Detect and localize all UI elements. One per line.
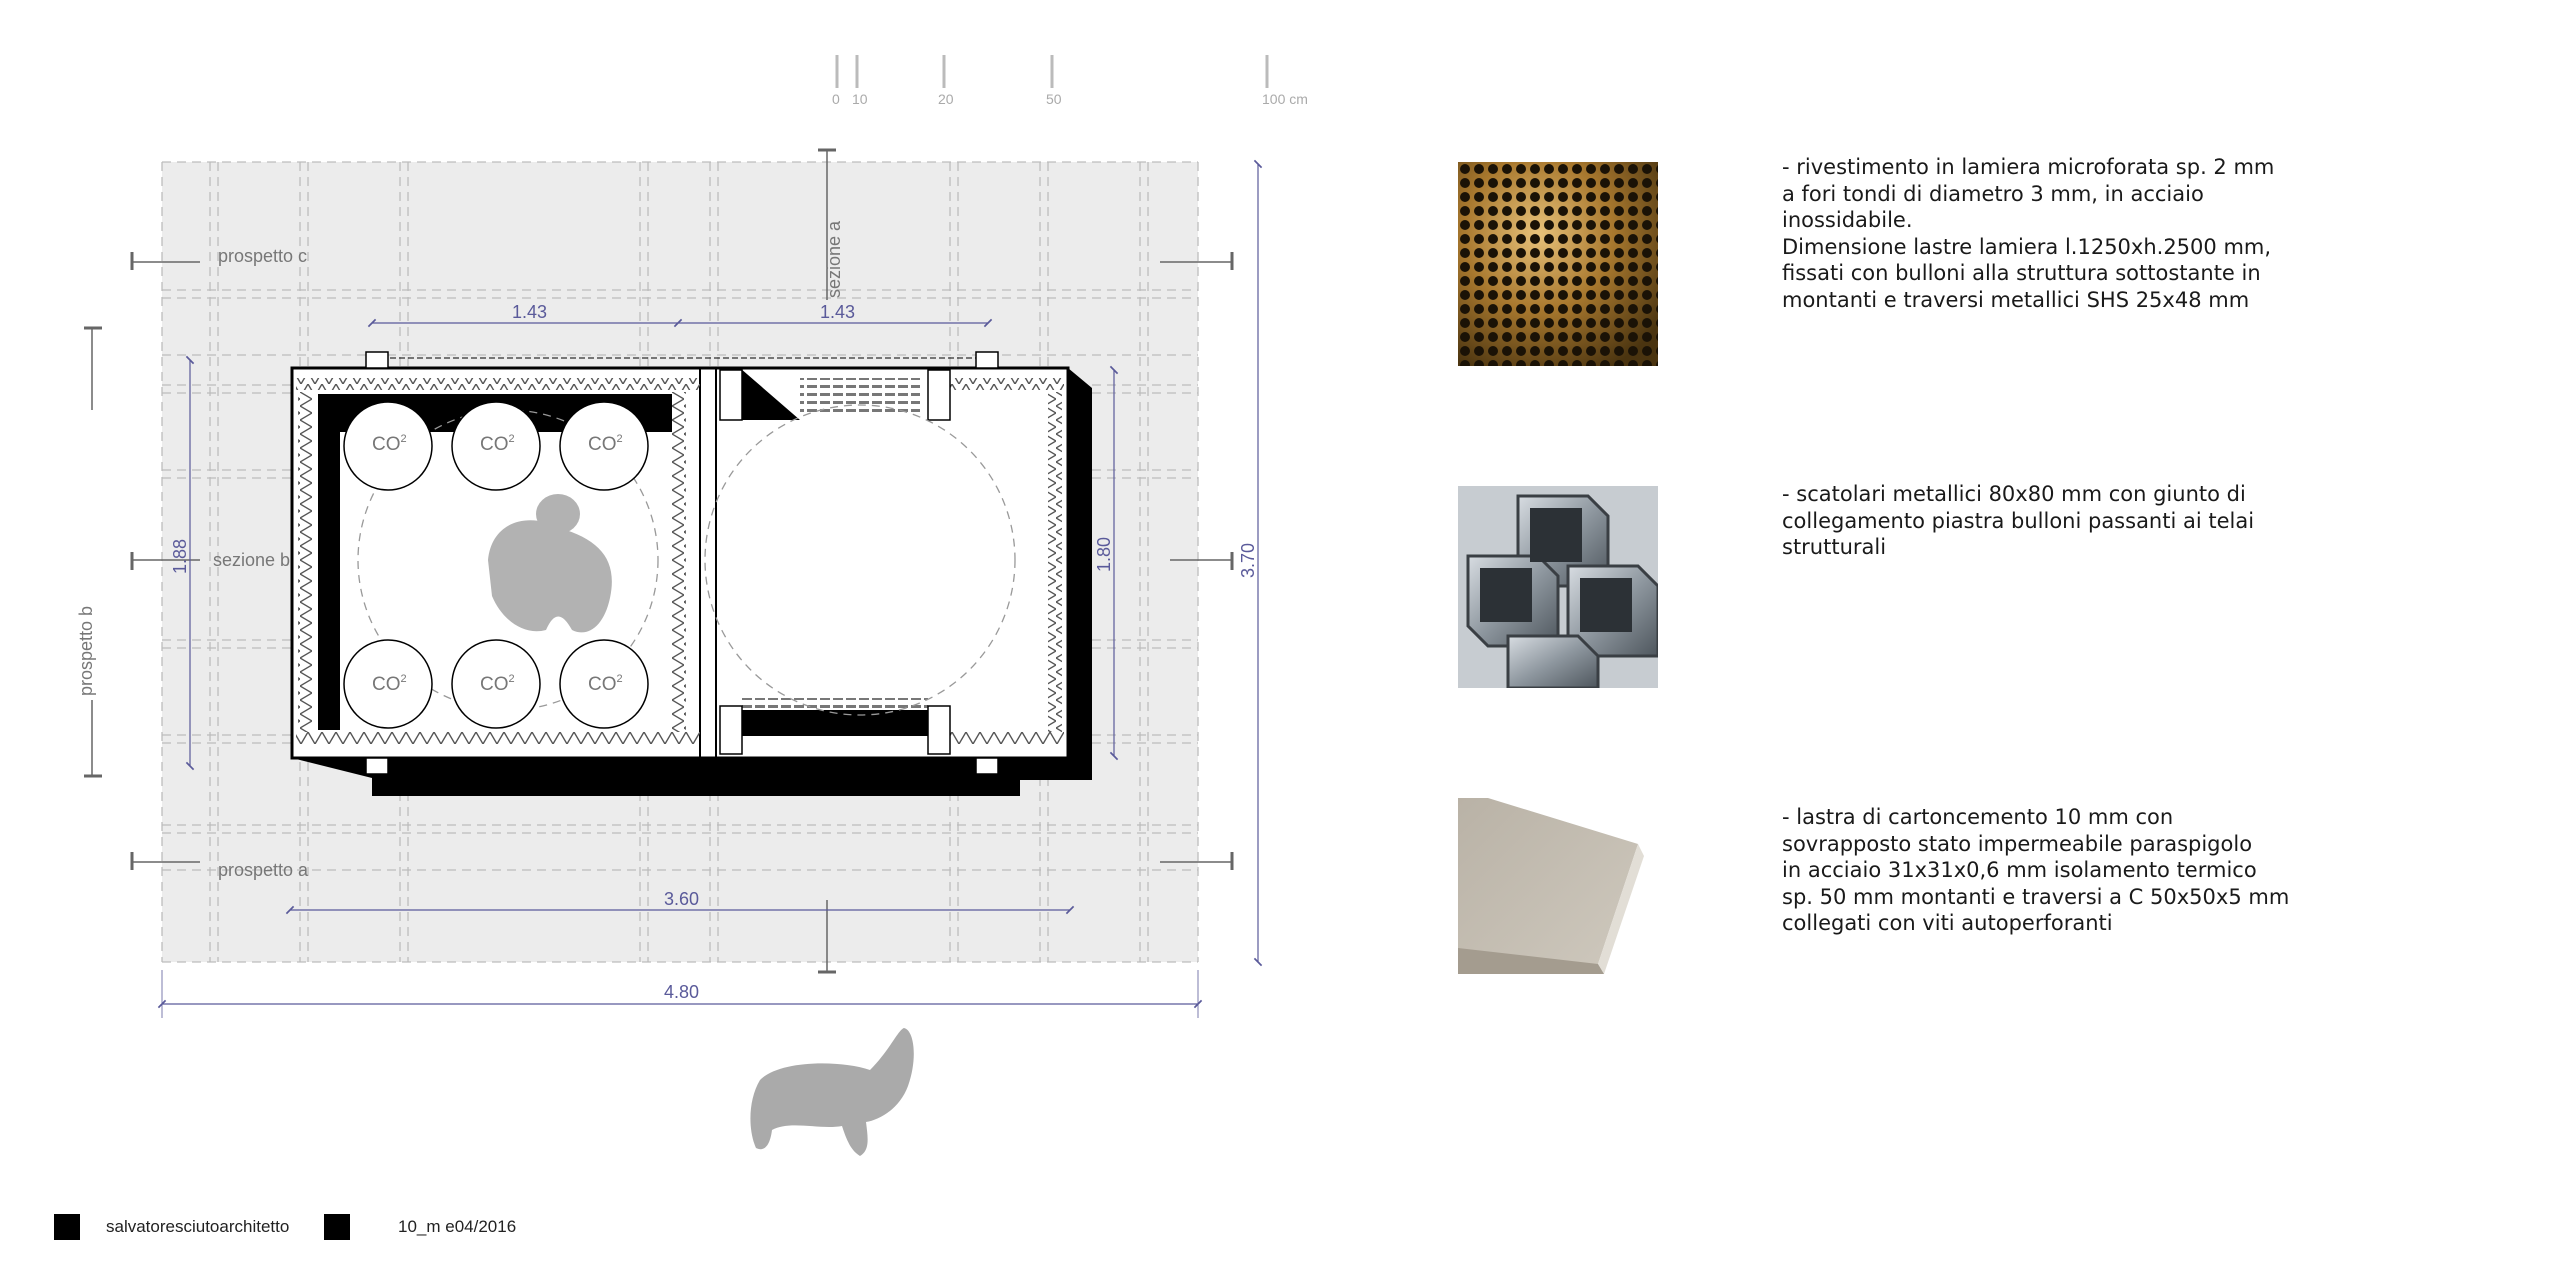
scale-tick-label: 100 cm — [1262, 91, 1308, 107]
scale-bar — [832, 55, 1308, 107]
material-description-fibre-cement: - lastra di cartoncemento 10 mm con sovrapposto stato impermeabile paraspigolo in acciaio 31x31x0,6 mm isolamento termico sp. 50 mm montanti e traversi a C 50x50x5 mm collegati con viti autoperforanti — [1782, 805, 2290, 935]
steel-box-sections-image — [1458, 486, 1658, 688]
co2-label: $CO^2$ — [588, 433, 623, 455]
co2-label: $CO^2$ — [372, 673, 407, 695]
dimension-label: 3.60 — [664, 889, 700, 909]
co2-label: $CO^2$ — [480, 433, 515, 455]
scale-tick-label: 0 — [832, 91, 840, 107]
footer-author: salvatoresciutoarchitetto — [106, 1217, 290, 1236]
co2-label: $CO^2$ — [588, 673, 623, 695]
scale-tick-label: 10 — [852, 91, 868, 107]
dimension-label: 1.43 — [512, 302, 548, 322]
elevation-label-c: prospetto c — [218, 246, 308, 266]
dimension-label: 1.80 — [1094, 536, 1114, 572]
human-figure-lying — [750, 1028, 913, 1156]
co2-label: $CO^2$ — [480, 673, 515, 695]
material-description-perforated-sheet: - rivestimento in lamiera microforata sp. 2 mm a fori tondi di diametro 3 mm, in acciaio inossidabile. Dimensione lastre lamiera l.1250xh.2500 mm, fissati con bulloni alla struttura sottostante in montanti e traversi metallici SHS 25x48 mm — [1782, 155, 2275, 312]
perforated-sheet-image — [1458, 162, 1658, 366]
module-plan — [292, 352, 1092, 796]
fibre-cement-board-image — [1458, 798, 1658, 974]
dimension-label: 3.70 — [1238, 542, 1258, 578]
footer-swatch — [54, 1214, 80, 1240]
scale-tick-label: 20 — [938, 91, 954, 107]
dimension-label: 4.80 — [664, 982, 700, 1002]
elevation-label-a: prospetto a — [218, 860, 309, 880]
section-label-a: sezione a — [824, 220, 844, 298]
material-description-steel-sections: - scatolari metallici 80x80 mm con giunto di collegamento piastra bulloni passanti ai telai strutturali — [1782, 482, 2255, 559]
dimension-label: 1.43 — [820, 302, 856, 322]
scale-tick-label: 50 — [1046, 91, 1062, 107]
footer-swatch — [324, 1214, 350, 1240]
elevation-label-b: prospetto b — [76, 605, 96, 696]
section-label-b: sezione b — [213, 550, 291, 570]
footer-code: 10_m e04/2016 — [398, 1217, 517, 1236]
dimension-label: 1.88 — [170, 538, 190, 574]
co2-label: $CO^2$ — [372, 433, 407, 455]
